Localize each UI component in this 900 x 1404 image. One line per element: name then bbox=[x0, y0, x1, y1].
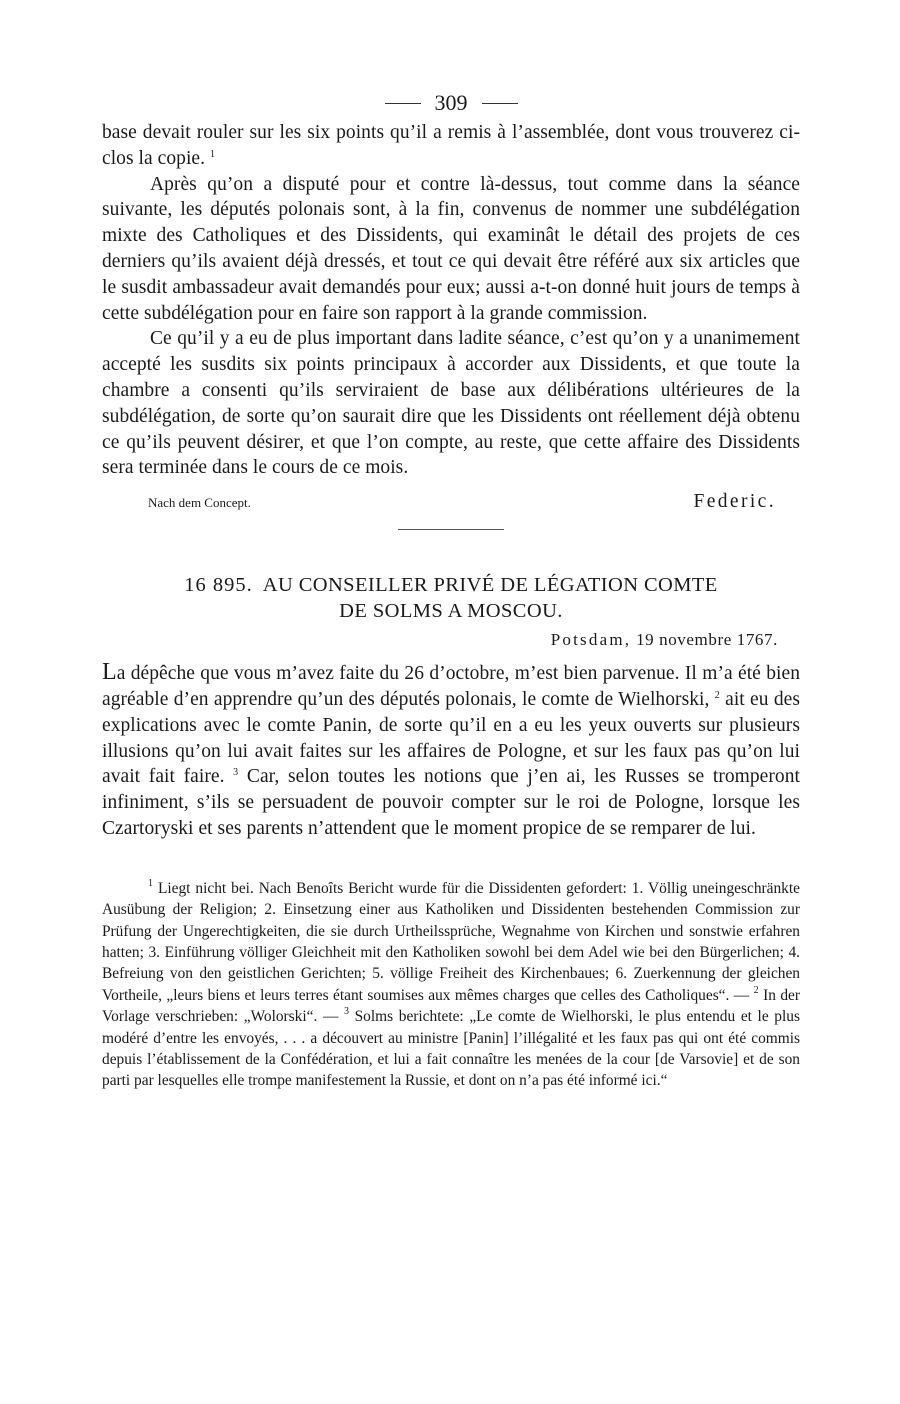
letter-body bbox=[102, 660, 800, 842]
footnote-marker-1: 1 bbox=[148, 877, 153, 889]
footnote-marker-2: 2 bbox=[753, 984, 759, 996]
letter-title: AU CONSEILLER PRIVÉ DE LÉGATION COMTE bbox=[262, 574, 718, 597]
letter-paragraph bbox=[102, 660, 800, 842]
paragraph-text: base devait rouler sur les six points qu’il a remis à l’assemblée, dont vous trouverez ci-clos la copie. bbox=[102, 122, 800, 169]
header-rule-left bbox=[385, 103, 421, 104]
paragraph-subdelegation: Après qu’on a disputé pour et contre là-dessus, tout comme dans la séance suivante, les députés polonais sont, à la fin, convenus de nommer une subdélégation mixte des Catholiques et des Dissidents, qui examinât le détail des projets de ces derniers qu’ils avaient déjà dressés, et tout ce qui devait être référé aux six articles que le susdit ambassadeur avait demandés pour eux; aussi a-t-on donné huit jours de temps à cette subdélégation pour en faire son rapport à la grande commission. bbox=[102, 173, 800, 324]
footnote-reference-2: 2 bbox=[714, 689, 720, 701]
footnote-2-text: In der Vorlage verschrieben: „Wolorski“. — bbox=[102, 986, 800, 1026]
letter-text-part-1: a dépêche que vous m’avez faite du 26 d’octobre, m’est bien parvenue. Il m’a été bien agréable d’en apprendre qu’un des députés polonais, le comte de Wielhorski, bbox=[102, 663, 800, 710]
previous-letter-continuation bbox=[102, 120, 800, 481]
letter-place: Potsdam, bbox=[550, 630, 632, 650]
source-note: Nach dem Concept. bbox=[148, 495, 251, 511]
footnote-marker-3: 3 bbox=[343, 1006, 349, 1018]
initial-letter: L bbox=[102, 659, 117, 686]
paragraph-continuation bbox=[102, 120, 800, 172]
letter-number: 16 895. bbox=[184, 574, 253, 597]
section-separator bbox=[398, 529, 504, 530]
page-header bbox=[102, 86, 800, 120]
footnote-block bbox=[102, 878, 800, 1092]
footnote-reference: 1 bbox=[209, 148, 216, 160]
page-number: 309 bbox=[434, 90, 468, 115]
letter-date: 19 novembre 1767. bbox=[636, 630, 778, 650]
closing-row bbox=[102, 481, 800, 515]
letter-heading bbox=[102, 572, 800, 624]
paragraph-six-points: Ce qu’il y a eu de plus important dans ladite séance, c’est qu’on y a unanimement accepté les susdits six points principaux à accorder aux Dissidents, et que toute la chambre a consenti qu’ils serviraient de base aux délibérations ultérieures de la subdélégation, de sorte qu’on saurait dire que les Dissidents ont réellement déjà obtenu ce qu’ils peuvent désirer, et que l’on compte, au reste, que cette affaire des Dissidents sera terminée dans le cours de ce mois. bbox=[102, 328, 800, 479]
letter-heading-line-2: DE SOLMS A MOSCOU. bbox=[339, 600, 563, 623]
footnote-reference-3: 3 bbox=[233, 767, 239, 779]
place-and-date bbox=[102, 626, 800, 654]
header-rule-right bbox=[482, 103, 518, 104]
letter-text-part-3: Car, selon toutes les notions que j’en ai, les Russes se tromperont infiniment, s’ils se persuadent de pouvoir compter sur le roi de Pologne, lorsque les Czartoryski et ses parents n’attendent que le moment propice de se remparer de lui. bbox=[102, 766, 800, 839]
letter-text-part-2: ait eu des explications avec le comte Panin, de sorte qu’il en a eu les yeux ouverts sur plusieurs illusions qu’on lui avait faites sur les affaires de Pologne, et sur les faux pas qu’on lui avait fait faire. bbox=[102, 688, 801, 788]
signature: Federic. bbox=[693, 491, 776, 513]
footnote-3-text: Solms berichtete: „Le comte de Wielhorski, le plus entendu et le plus modéré d’entre les envoyés, . . . a découvert au ministre [Panin] l’illégalité et les faux pas qui ont été commis depuis l’établissement de la Confédération, et lui a fait connaître les menées de la cour [de Varsovie] et de son parti par lesquelles elle trompe manifestement la Russie, et dont on n’a pas été informé ici.“ bbox=[102, 1008, 800, 1090]
footnotes bbox=[102, 878, 800, 1092]
letter-heading-line-1 bbox=[102, 572, 800, 598]
book-page bbox=[102, 86, 800, 1092]
footnote-1-text: Liegt nicht bei. Nach Benoîts Bericht wurde für die Dissidenten gefordert: 1. Völlig uneingeschränkte Ausübung der Religion; 2. Einsetzung einer aus Katholiken und Dissidenten bestehenden Commission zur Prüfung der Ungerechtigkeiten, die sie durch Urtheilssprüche, Wegnahme von Kirchen und sonstwie erfahren hatten; 3. Einführung völliger Gleichheit mit den Katholiken sowohl bei dem Adel wie bei den Bürgerlichen; 4. Befreiung von den geistlichen Gerichten; 5. völlige Freiheit des Kirchenbaues; 6. Zuerkennung der gleichen Vortheile, „leurs biens et leurs terres étant soumises aux mêmes charges que celles des Catholiques“. — bbox=[102, 879, 800, 1004]
